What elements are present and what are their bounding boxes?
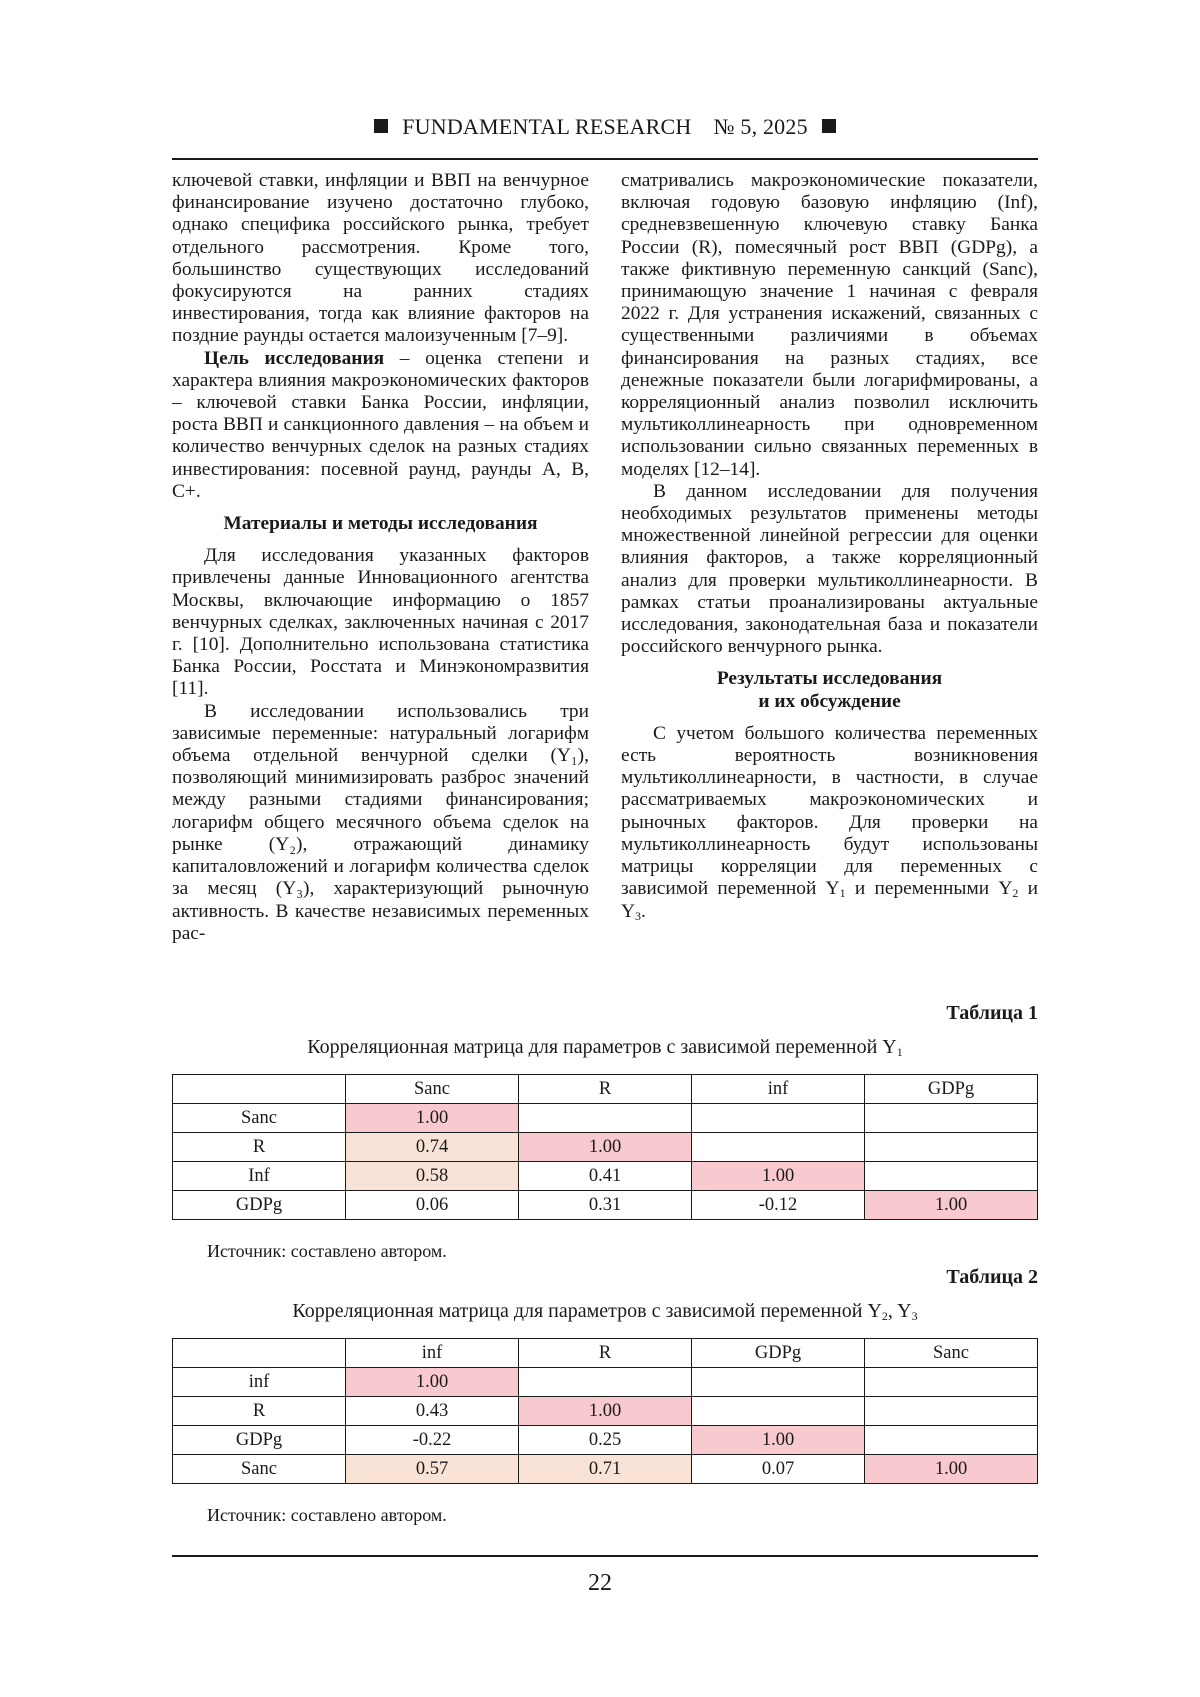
paragraph: ключевой ставки, инфляции и ВВП на венчурное финансирование изучено достаточно глубоко, однако специфика российского рынка, требует отдельного рассмотрения. Кроме того, большинство существующих исследований фокусируются на ранних стадиях инвестирования, тогда как влияние факторов на поздние раунды остается малоизученным [7–9]. <box>172 170 589 347</box>
table-cell: 0.41 <box>519 1162 692 1191</box>
table-cell <box>865 1133 1038 1162</box>
table-row <box>173 1426 1038 1455</box>
table-cell <box>865 1162 1038 1191</box>
table-cell: 1.00 <box>865 1455 1038 1484</box>
table-cell: 1.00 <box>865 1191 1038 1220</box>
correlation-table-2 <box>172 1338 1038 1484</box>
left-column <box>172 170 589 945</box>
subscript: 3 <box>911 1309 918 1323</box>
header-rule <box>172 158 1038 160</box>
table-row <box>173 1162 1038 1191</box>
table-row <box>173 1368 1038 1397</box>
paragraph: В исследовании использовались три зависимые переменные: натуральный логарифм объема отдельной венчурной сделки (Y₁), позволяющий минимизировать разброс значений между разными стадиями финансирования; логарифм общего месячного объема сделок на рынке (Y₂), отражающий динамику капиталовложений и логарифм количества сделок за месяц (Y₃), характеризующий рыночную активность. В качестве независимых переменных рас- <box>172 700 589 944</box>
correlation-table-1 <box>172 1074 1038 1220</box>
heading-line-1: Результаты исследования <box>716 668 943 690</box>
table-cell: -0.12 <box>692 1191 865 1220</box>
table2-caption <box>172 1300 1038 1323</box>
column-header <box>173 1075 346 1104</box>
issue-number: № 5, <box>713 114 758 139</box>
column-header: inf <box>692 1075 865 1104</box>
table-cell: 0.57 <box>346 1455 519 1484</box>
table2-label: Таблица 2 <box>946 1266 1038 1288</box>
row-header: GDPg <box>173 1426 346 1455</box>
table-cell: 0.58 <box>346 1162 519 1191</box>
caption-text: Корреляционная матрица для параметров с зависимой переменной Y <box>307 1036 897 1058</box>
table-row <box>173 1191 1038 1220</box>
subscript: 1 <box>896 1045 903 1059</box>
column-header <box>173 1339 346 1368</box>
table-cell <box>865 1368 1038 1397</box>
goal-text: – оценка степени и характера влияния макроэкономических факторов – ключевой ставки Банка России, инфляции, роста ВВП и санкционного давления – на объем и количество венчурных сделок на разных стадиях инвестирования: посевной раунд, раунды А, В, С+. <box>172 347 589 502</box>
subscript: 2 <box>1012 886 1019 901</box>
footer-rule <box>172 1555 1038 1557</box>
paragraph: сматривались макроэкономические показатели, включая годовую базовую инфляцию (Inf), средневзвешенную ключевую ставку Банка России (R), помесячный рост ВВП (GDPg), а также фиктивную переменную санкций (Sanc), принимающую значение 1 начиная с февраля 2022 г. Для устранения искажений, связанных с существенными различиями в объемах финансирования на разных стадиях, все денежные показатели были логарифмированы, а корреляционный анализ позволил исключить мультиколлинеарность при одновременном использовании сильно связанных переменных в моделях [12–14]. <box>621 170 1038 480</box>
table-cell: 0.06 <box>346 1191 519 1220</box>
table-cell <box>519 1104 692 1133</box>
table-cell: 1.00 <box>346 1368 519 1397</box>
table1-label: Таблица 1 <box>946 1002 1038 1024</box>
running-header <box>172 110 1038 144</box>
table1-source: Источник: составлено автором. <box>207 1241 447 1261</box>
square-bullet-icon <box>822 119 836 133</box>
table-cell: 1.00 <box>519 1397 692 1426</box>
subscript: 3 <box>635 908 642 923</box>
column-header: Sanc <box>346 1075 519 1104</box>
column-header: R <box>519 1075 692 1104</box>
table-cell: 0.31 <box>519 1191 692 1220</box>
paragraph: Для исследования указанных факторов привлечены данные Инновационного агентства Москвы, включающие информацию о 1857 венчурных сделках, заключенных начиная с 2017 г. [10]. Дополнительно использована статистика Банка России, Росстата и Минэкономразвития [11]. <box>172 545 589 700</box>
paragraph <box>621 723 1038 923</box>
paragraph-text: и переменными Y <box>845 878 1013 900</box>
table-cell <box>692 1397 865 1426</box>
paragraph-text: и Y <box>621 878 1038 922</box>
paragraph-text: . <box>641 900 646 922</box>
table-cell: -0.22 <box>346 1426 519 1455</box>
table-cell: 1.00 <box>519 1133 692 1162</box>
table-row <box>173 1455 1038 1484</box>
caption-text: Корреляционная матрица для параметров с зависимой переменной Y <box>292 1300 882 1322</box>
table-cell: 1.00 <box>346 1104 519 1133</box>
row-header: R <box>173 1397 346 1426</box>
right-column <box>621 170 1038 923</box>
row-header: Sanc <box>173 1104 346 1133</box>
table2-source: Источник: составлено автором. <box>207 1505 447 1525</box>
journal-name: FUNDAMENTAL RESEARCH <box>402 114 692 139</box>
table-row <box>173 1104 1038 1133</box>
subscript: 1 <box>839 886 846 901</box>
subscript: 2 <box>881 1309 888 1323</box>
issue-year: 2025 <box>762 114 808 139</box>
caption-text: , Y <box>887 1300 912 1322</box>
column-header: GDPg <box>865 1075 1038 1104</box>
column-header: GDPg <box>692 1339 865 1368</box>
table-cell: 1.00 <box>692 1162 865 1191</box>
page-number: 22 <box>588 1570 612 1596</box>
row-header: R <box>173 1133 346 1162</box>
table-cell: 0.07 <box>692 1455 865 1484</box>
row-header: inf <box>173 1368 346 1397</box>
table-header-row <box>173 1339 1038 1368</box>
paragraph-text: С учетом большого количества переменных есть вероятность возникновения мультиколлинеарности, в частности, в случае рассматриваемых макроэкономических и рыночных факторов. Для проверки на мультиколлинеарность будут использованы матрицы корреляции для переменных с зависимой переменной Y <box>621 722 1038 900</box>
table-cell <box>865 1397 1038 1426</box>
paragraph: В данном исследовании для получения необходимых результатов применены методы множественной линейной регрессии для оценки влияния факторов, а также корреляционный анализ для проверки мультиколлинеарности. В рамках статьи проанализированы актуальные исследования, законодательная база и показатели российского венчурного рынка. <box>621 480 1038 658</box>
table-cell <box>692 1368 865 1397</box>
table-cell: 0.71 <box>519 1455 692 1484</box>
table1-caption <box>172 1036 1038 1059</box>
table-header-row <box>173 1075 1038 1104</box>
table-cell <box>865 1104 1038 1133</box>
section-heading <box>621 668 1038 712</box>
table-cell <box>519 1368 692 1397</box>
column-header: R <box>519 1339 692 1368</box>
table-cell: 0.74 <box>346 1133 519 1162</box>
table-cell <box>692 1133 865 1162</box>
heading-line-2: и их обсуждение <box>758 690 901 712</box>
row-header: GDPg <box>173 1191 346 1220</box>
table-cell: 0.25 <box>519 1426 692 1455</box>
column-header: Sanc <box>865 1339 1038 1368</box>
table-cell <box>865 1426 1038 1455</box>
section-heading: Материалы и методы исследования <box>223 513 538 535</box>
table-cell: 1.00 <box>692 1426 865 1455</box>
paragraph <box>172 348 589 503</box>
goal-lead: Цель исследования <box>204 347 385 369</box>
square-bullet-icon <box>374 119 388 133</box>
column-header: inf <box>346 1339 519 1368</box>
table-cell <box>692 1104 865 1133</box>
table-row <box>173 1133 1038 1162</box>
table-cell: 0.43 <box>346 1397 519 1426</box>
row-header: Inf <box>173 1162 346 1191</box>
table-row <box>173 1397 1038 1426</box>
row-header: Sanc <box>173 1455 346 1484</box>
